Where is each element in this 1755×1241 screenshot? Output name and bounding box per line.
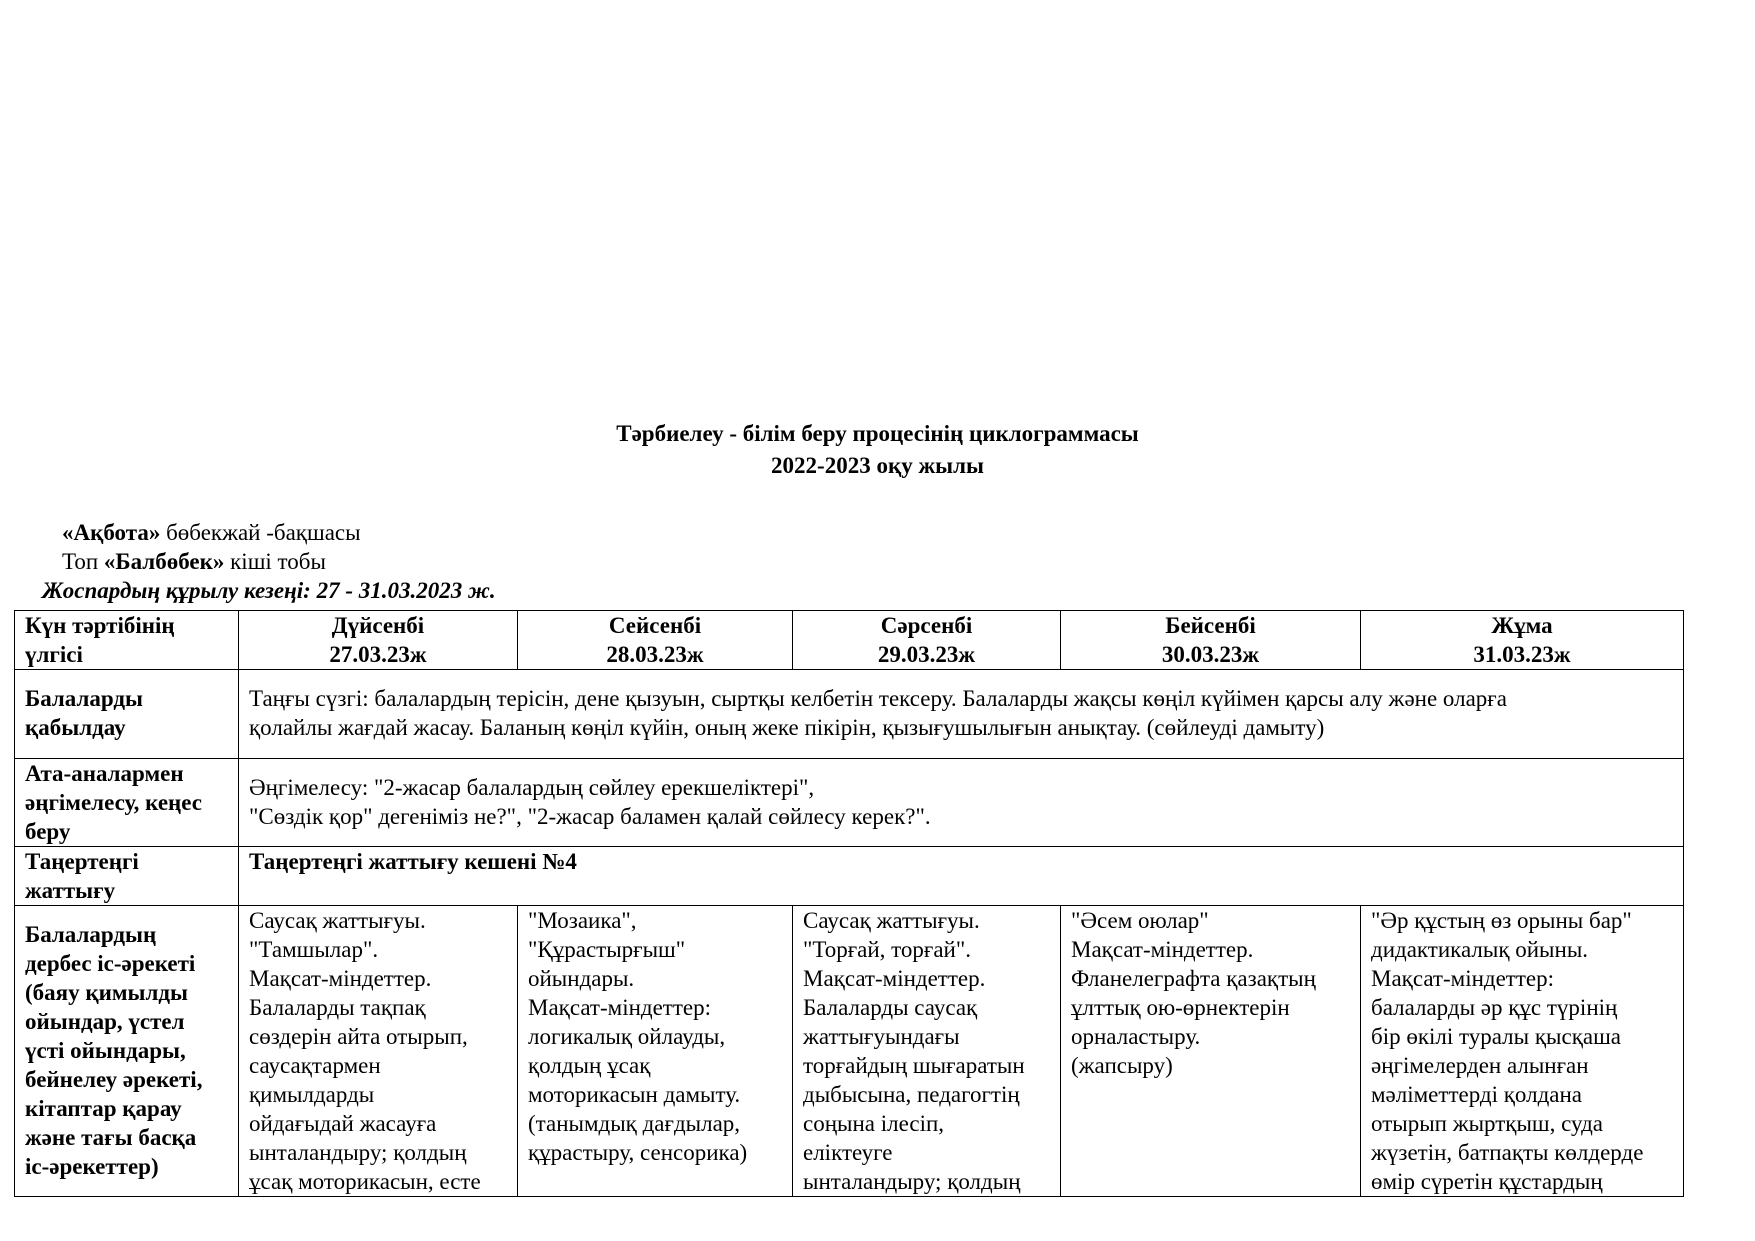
day-date: 28.03.23ж xyxy=(606,642,704,667)
header-day-wednesday xyxy=(793,611,1061,670)
day-name: Сейсенбі xyxy=(608,613,702,638)
activity-line: "Құрастырғыш" xyxy=(528,937,686,962)
activity-line: ойдағыдай жасауға xyxy=(249,1111,437,1136)
activity-line: ойындары. xyxy=(528,966,635,991)
row-label-line: Ата-аналармен xyxy=(25,761,184,786)
row-parents xyxy=(15,759,1684,847)
header-schedule-line: Күн тәртібінің xyxy=(25,613,175,638)
activity-line: Мақсат-міндеттер: xyxy=(528,995,712,1020)
row-label-line: ойындар, үстел xyxy=(25,1009,185,1034)
activity-line: "Әр құстың өз орыны бар" xyxy=(1371,908,1632,933)
row-reception xyxy=(15,670,1684,759)
document-title: Тәрбиелеу - білім беру процесінің циклограммасы xyxy=(616,421,1139,446)
activity-line: Мақсат-міндеттер. xyxy=(249,966,432,991)
activity-line: әңгімелерден алынған xyxy=(1371,1053,1589,1078)
activity-line: ұлттық ою-өрнектерін xyxy=(1071,995,1290,1020)
day-name: Сәрсенбі xyxy=(880,613,973,638)
activity-line: қимылдарды xyxy=(249,1082,375,1107)
parents-text-line: "Сөздік қор" дегеніміз не?", "2-жасар баламен қалай сөйлесу керек?". xyxy=(249,804,931,829)
activity-line: саусақтармен xyxy=(249,1053,381,1078)
day-date: 29.03.23ж xyxy=(877,642,976,667)
row-label-line: және тағы басқа xyxy=(25,1125,197,1150)
kindergarten-line xyxy=(62,518,361,547)
day-name: Жұма xyxy=(1491,613,1553,638)
activity-monday xyxy=(239,906,518,1197)
activity-line: Саусақ жаттығуы. xyxy=(803,908,980,933)
cyclogram-table xyxy=(14,610,1684,1197)
activity-line: Мақсат-міндеттер. xyxy=(803,966,986,991)
activity-line: торғайдың шығаратын xyxy=(803,1053,1025,1078)
activity-line: еліктеуге xyxy=(803,1140,893,1165)
reception-text-line: қолайлы жағдай жасау. Баланың көңіл күйін, оның жеке пікірін, қызығушылығын анықтау. (сөйлеуді дамыту) xyxy=(249,715,1325,740)
activity-line: "Әсем оюлар" xyxy=(1071,908,1209,933)
header-day-thursday xyxy=(1061,611,1361,670)
parents-text-line: Әңгімелесу: "2-жасар балалардың сөйлеу ерекшеліктері", xyxy=(249,775,815,800)
day-date: 31.03.23ж xyxy=(1473,642,1571,667)
row-label-exercise xyxy=(15,847,239,906)
activity-line: "Мозаика", xyxy=(528,908,637,933)
activity-line: Саусақ жаттығуы. xyxy=(249,908,426,933)
row-label-line: дербес іс-әрекеті xyxy=(25,951,196,976)
activity-friday xyxy=(1361,906,1684,1197)
header-day-tuesday xyxy=(518,611,793,670)
row-label-line: Балаларды xyxy=(25,686,143,711)
activity-line: Балаларды тақпақ xyxy=(249,995,426,1020)
exercise-text: Таңертеңгі жаттығу кешені №4 xyxy=(239,847,1684,906)
row-label-line: беру xyxy=(25,819,71,844)
parents-text xyxy=(239,759,1684,847)
row-label-line: кітаптар қарау xyxy=(25,1096,182,1121)
row-label-line: Таңертеңгі xyxy=(25,849,139,874)
activity-line: сөздерін айта отырып, xyxy=(249,1024,468,1049)
row-label-parents xyxy=(15,759,239,847)
day-date: 27.03.23ж xyxy=(329,642,427,667)
row-label-line: үсті ойындары, xyxy=(25,1038,186,1063)
kindergarten-name: «Ақбота» xyxy=(62,520,161,545)
activity-line: бір өкілі туралы қысқаша xyxy=(1371,1024,1622,1049)
group-suffix: кіші тобы xyxy=(224,549,326,574)
activity-wednesday xyxy=(793,906,1061,1197)
activity-line: отырып жыртқыш, суда xyxy=(1371,1111,1604,1136)
header-schedule xyxy=(15,611,239,670)
activity-line: Мақсат-міндеттер: xyxy=(1371,966,1555,991)
activity-line: (жапсыру) xyxy=(1071,1053,1173,1078)
group-name: «Балбөбек» xyxy=(103,549,225,574)
activity-line: "Тамшылар". xyxy=(249,937,379,962)
reception-text-line: Таңғы сүзгі: балалардың терісін, дене қызуын, сыртқы келбетін тексеру. Балаларды жақсы көңіл күйімен қарсы алу және оларға xyxy=(249,686,1507,711)
academic-year: 2022-2023 оқу жылы xyxy=(771,453,984,478)
reception-text xyxy=(239,670,1684,759)
row-label-line: іс-әрекеттер) xyxy=(25,1154,159,1179)
row-label-line: жаттығу xyxy=(25,878,116,903)
row-label-line: Балалардың xyxy=(25,922,157,947)
activity-tuesday xyxy=(518,906,793,1197)
activity-line: Балаларды саусақ xyxy=(803,995,978,1020)
activity-line: логикалық ойлауды, xyxy=(528,1024,726,1049)
activity-line: қолдың ұсақ xyxy=(528,1053,651,1078)
day-name: Дүйсенбі xyxy=(331,613,425,638)
row-label-activity xyxy=(15,906,239,1197)
row-label-reception xyxy=(15,670,239,759)
activity-line: "Торғай, торғай". xyxy=(803,937,971,962)
group-prefix: Топ xyxy=(62,549,104,574)
activity-line: балаларды әр құс түрінің xyxy=(1371,995,1618,1020)
day-name: Бейсенбі xyxy=(1165,613,1256,638)
activity-line: ынталандыру; қолдың xyxy=(803,1169,1021,1194)
activity-line: моторикасын дамыту. xyxy=(528,1082,741,1107)
activity-line: Фланелеграфта қазақтың xyxy=(1071,966,1316,991)
header-day-monday xyxy=(239,611,518,670)
row-label-line: (баяу қимылды xyxy=(25,980,188,1005)
activity-thursday xyxy=(1061,906,1361,1197)
activity-line: дидактикалық ойыны. xyxy=(1371,937,1589,962)
plan-period: Жоспардың құрылу кезеңі: 27 - 31.03.2023 ж. xyxy=(42,578,496,603)
row-exercise xyxy=(15,847,1684,906)
header-day-friday xyxy=(1361,611,1684,670)
day-date: 30.03.23ж xyxy=(1161,642,1260,667)
group-line xyxy=(62,547,326,576)
activity-line: ұсақ моторикасын, есте xyxy=(249,1169,481,1194)
row-activity xyxy=(15,906,1684,1197)
header-schedule-line: үлгісі xyxy=(25,642,83,667)
activity-line: ынталандыру; қолдың xyxy=(249,1140,467,1165)
activity-line: жаттығуындағы xyxy=(803,1024,960,1049)
activity-line: Мақсат-міндеттер. xyxy=(1071,937,1254,962)
activity-line: соңына ілесіп, xyxy=(803,1111,945,1136)
activity-line: құрастыру, сенсорика) xyxy=(528,1140,748,1165)
kindergarten-suffix: бөбекжай -бақшасы xyxy=(160,520,361,545)
activity-line: (танымдық дағдылар, xyxy=(528,1111,741,1136)
header-row xyxy=(15,611,1684,670)
activity-line: жүзетін, батпақты көлдерде xyxy=(1371,1140,1644,1165)
activity-line: дыбысына, педагогтің xyxy=(803,1082,1020,1107)
row-label-line: бейнелеу әрекеті, xyxy=(25,1067,203,1092)
row-label-line: қабылдау xyxy=(25,715,126,740)
activity-line: өмір сүретін құстардың xyxy=(1371,1169,1603,1194)
activity-line: мәліметтерді қолдана xyxy=(1371,1082,1583,1107)
row-label-line: әңгімелесу, кеңес xyxy=(25,790,203,815)
activity-line: орналастыру. xyxy=(1071,1024,1201,1049)
